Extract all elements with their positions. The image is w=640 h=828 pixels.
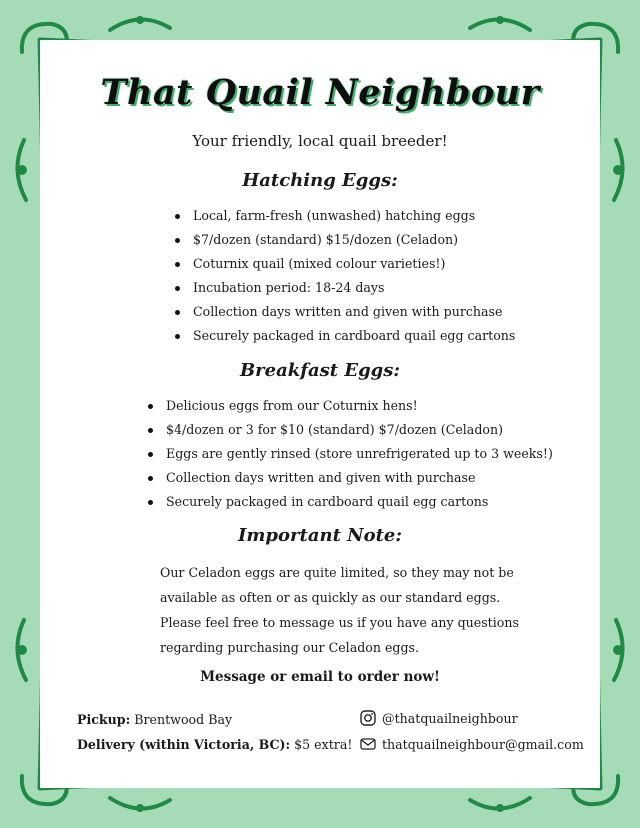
note-line: Please feel free to message us if you have any questions (160, 615, 519, 630)
pickup-value: Brentwood Bay (134, 712, 233, 727)
note-line: regarding purchasing our Celadon eggs. (160, 640, 420, 655)
email-address[interactable]: thatquailneighbour@gmail.com (382, 736, 584, 752)
instagram-handle[interactable]: @thatquailneighbour (382, 710, 518, 726)
list-item: Securely packaged in cardboard quail egg cartons (175, 324, 515, 348)
instagram-contact[interactable] (360, 710, 518, 726)
list-item: Coturnix quail (mixed colour varieties!) (175, 252, 515, 276)
pickup-info (77, 712, 232, 727)
note-heading: Important Note: (237, 525, 403, 546)
call-to-action: Message or email to order now! (200, 669, 440, 685)
list-item: Collection days written and given with purchase (148, 466, 553, 490)
breakfast-heading: Breakfast Eggs: (239, 360, 401, 381)
email-icon (360, 736, 376, 752)
list-item: Collection days written and given with purchase (175, 300, 515, 324)
list-item: Local, farm-fresh (unwashed) hatching eggs (175, 204, 515, 228)
delivery-label: Delivery (within Victoria, BC): (77, 737, 291, 752)
delivery-value: $5 extra! (294, 737, 353, 752)
note-line: Our Celadon eggs are quite limited, so they may not be (160, 565, 514, 580)
breakfast-list (148, 394, 553, 514)
instagram-icon (360, 710, 376, 726)
list-item: Eggs are gently rinsed (store unrefrigerated up to 3 weeks!) (148, 442, 553, 466)
list-item: $4/dozen or 3 for $10 (standard) $7/dozen (Celadon) (148, 418, 553, 442)
note-text (160, 560, 540, 660)
list-item: Incubation period: 18-24 days (175, 276, 515, 300)
subtitle: Your friendly, local quail breeder! (192, 132, 448, 150)
hatching-list (175, 204, 515, 348)
email-contact[interactable] (360, 736, 584, 752)
delivery-info (77, 737, 352, 752)
page-title: That Quail Neighbour (100, 72, 540, 113)
note-line: available as often or as quickly as our standard eggs. (160, 590, 501, 605)
hatching-heading: Hatching Eggs: (242, 170, 398, 191)
list-item: $7/dozen (standard) $15/dozen (Celadon) (175, 228, 515, 252)
list-item: Delicious eggs from our Coturnix hens! (148, 394, 553, 418)
pickup-label: Pickup: (77, 712, 131, 727)
list-item: Securely packaged in cardboard quail egg cartons (148, 490, 553, 514)
